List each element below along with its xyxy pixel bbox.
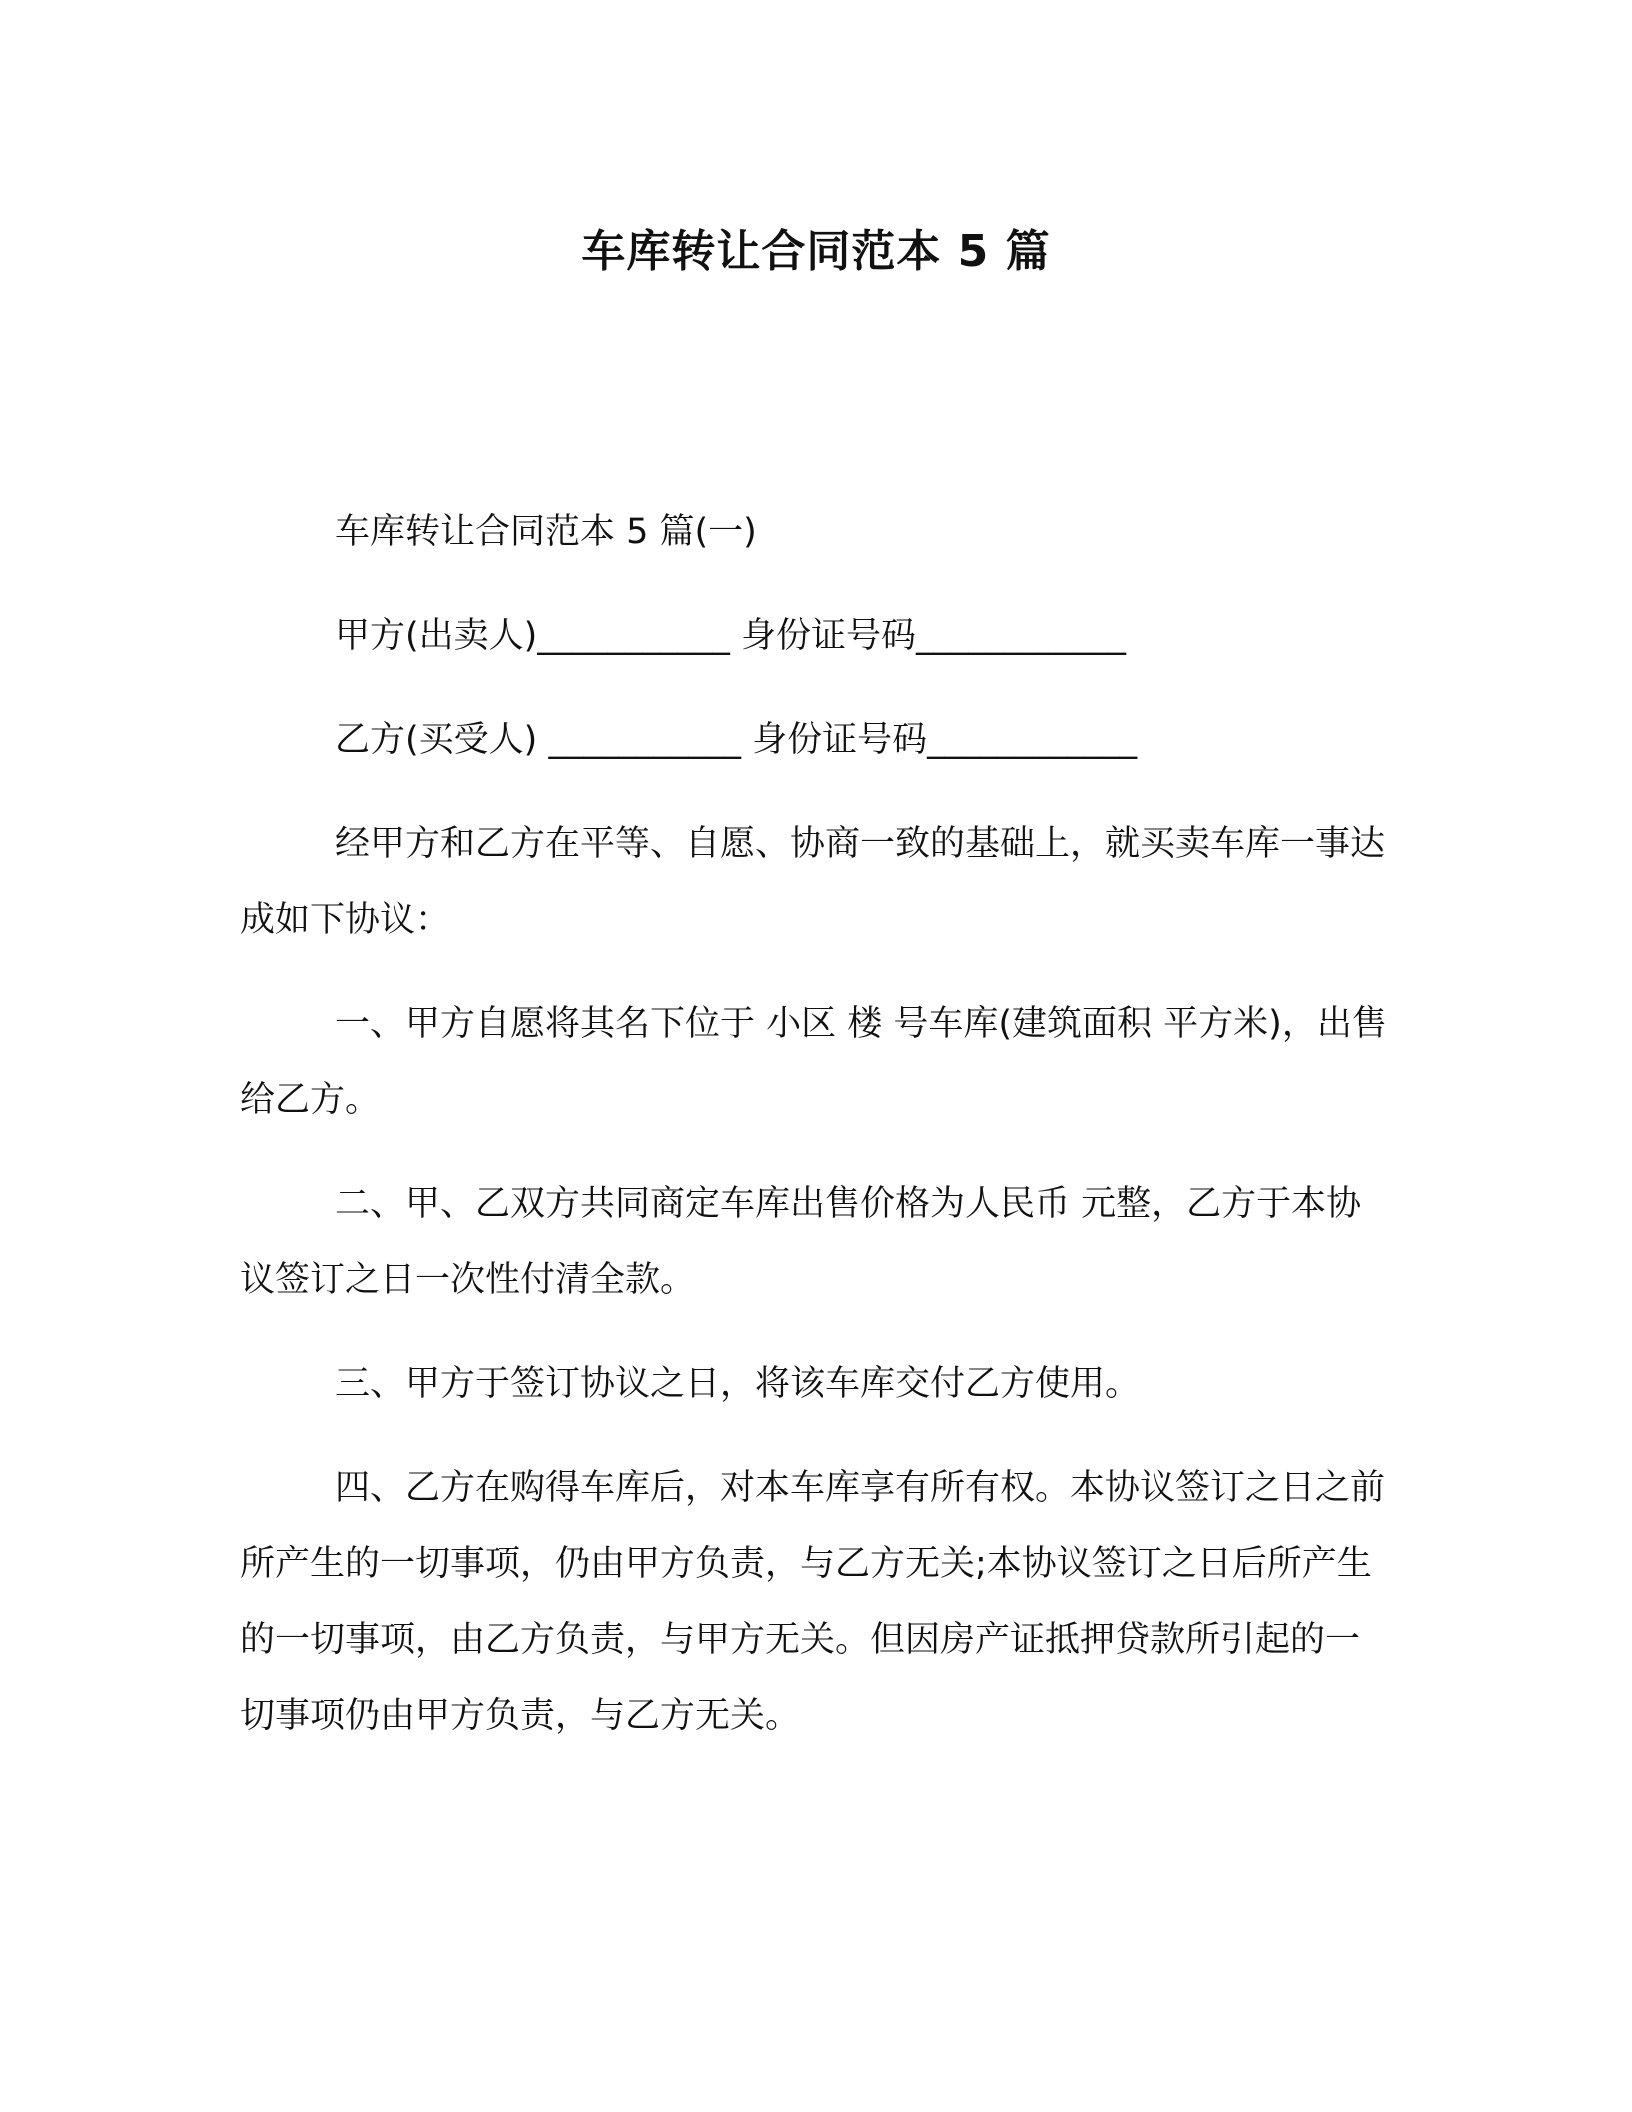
section-heading: 车库转让合同范本 5 篇(一) — [335, 512, 757, 552]
party-b-id-label: 身份证号码 — [752, 720, 928, 760]
party-b-line — [240, 702, 1390, 778]
party-b-id-blank: ____________ — [927, 720, 1138, 760]
party-a-label: 甲方(出卖人) — [335, 616, 538, 656]
party-a-id-blank: ____________ — [915, 616, 1126, 656]
party-b-label: 乙方(买受人) — [335, 720, 538, 760]
party-a-name-blank: ___________ — [537, 616, 730, 656]
clause-1: 一、甲方自愿将其名下位于 小区 楼 号车库(建筑面积 平方米)，出售给乙方。 — [240, 1004, 1387, 1120]
clause-4: 四、乙方在购得车库后，对本车库享有所有权。本协议签订之日之前所产生的一切事项，仍由甲方负责，与乙方无关;本协议签订之日后所产生的一切事项，由乙方负责，与甲方无关。但因房产证抵押贷款所引起的一切事项仍由甲方负责，与乙方无关。 — [240, 1468, 1386, 1736]
clause-3: 三、甲方于签订协议之日，将该车库交付乙方使用。 — [335, 1364, 1141, 1404]
intro-paragraph: 经甲方和乙方在平等、自愿、协商一致的基础上，就买卖车库一事达成如下协议： — [240, 824, 1386, 940]
clause-2: 二、甲、乙双方共同商定车库出售价格为人民币 元整，乙方于本协议签订之日一次性付清全款。 — [240, 1184, 1362, 1300]
document-body — [240, 494, 1390, 1754]
party-a-line — [240, 598, 1390, 674]
document-title: 车库转让合同范本 5 篇 — [581, 226, 1051, 277]
party-b-name-blank: ___________ — [548, 720, 741, 760]
party-a-id-label: 身份证号码 — [740, 616, 916, 656]
